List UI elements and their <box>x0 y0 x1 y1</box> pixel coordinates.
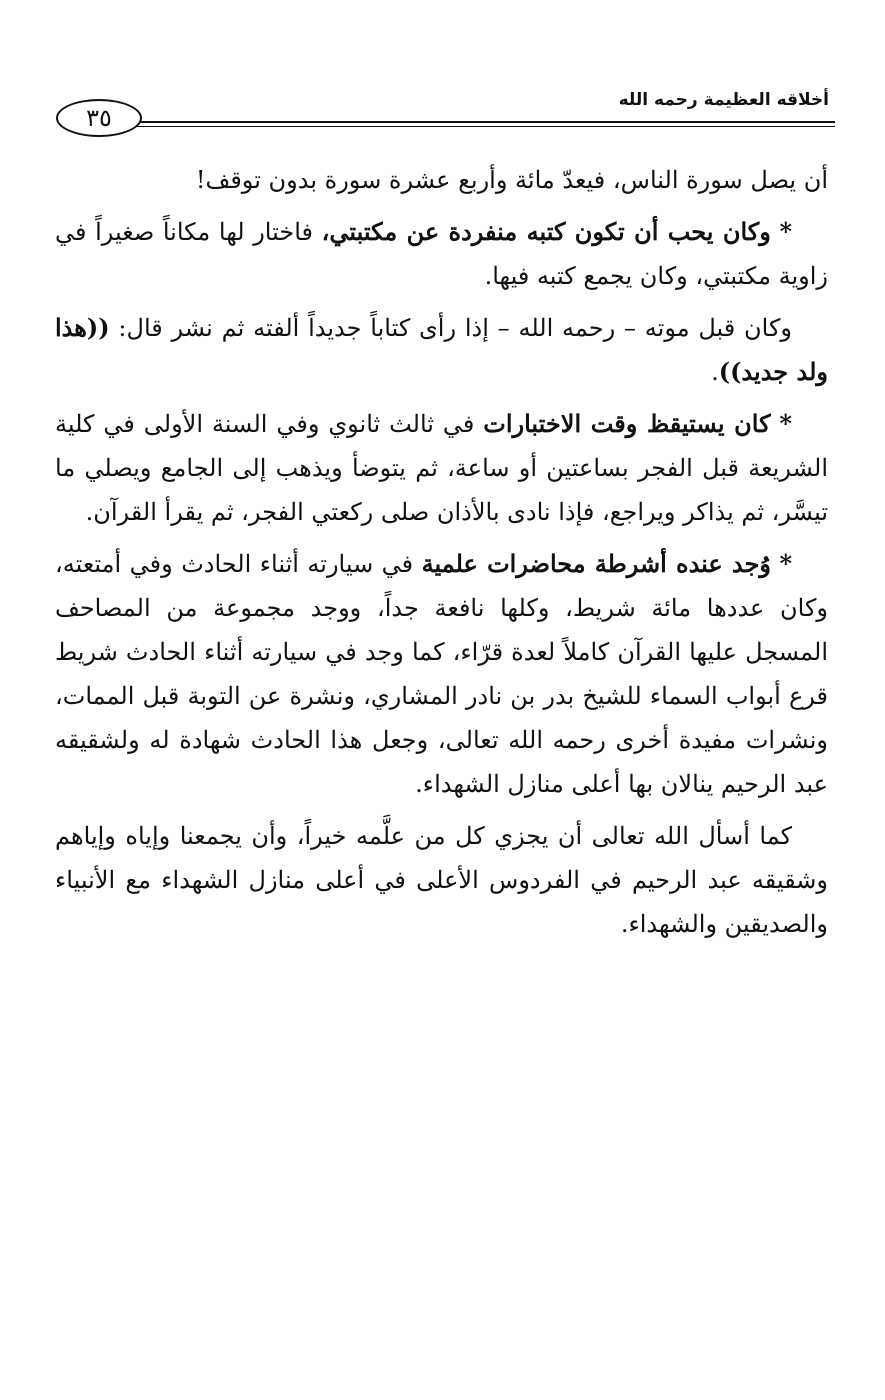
paragraph-5 <box>55 542 828 806</box>
page-number: ٣٥ <box>56 99 142 137</box>
paragraph-2-text: فاختار لها مكاناً صغيراً في زاوية مكتبتي، وكان يجمع كتبه فيها. <box>55 218 828 290</box>
paragraph-5-text: في سيارته أثناء الحادث وفي أمتعته، وكان عددها مائة شريط، وكلها نافعة جداً، ووجد مجموعة من المصاحف المسجل عليها القرآن كاملاً لعدة قرّاء، كما وجد في سيارته أثناء الحادث شريط قرع أبواب السماء للشيخ بدر بن نادر المشاري، ونشرة عن التوبة قبل الممات، ونشرات مفيدة أخرى رحمه الله تعالى، وجعل هذا الحادث شهادة له ولشقيقه عبد الرحيم ينالان بها أعلى منازل الشهداء. <box>55 550 828 798</box>
paragraph-3-quote: ((هذا ولد جديد)) <box>55 313 828 386</box>
page-header <box>50 84 835 144</box>
page-body <box>55 158 828 954</box>
paragraph-2 <box>55 210 828 298</box>
bullet-star: * <box>779 409 792 438</box>
paragraph-4-bold: كان يستيقظ وقت الاختبارات <box>483 409 771 438</box>
paragraph-1-text: أن يصل سورة الناس، فيعدّ مائة وأربع عشرة سورة بدون توقف! <box>195 166 828 194</box>
running-title: أخلاقه العظيمة رحمه الله <box>618 90 829 110</box>
paragraph-5-bold: وُجد عنده أشرطة محاضرات علمية <box>421 549 771 578</box>
paragraph-3 <box>55 306 828 394</box>
paragraph-1 <box>55 158 828 202</box>
paragraph-3-text: وكان قبل موته – رحمه الله – إذا رأى كتاباً جديداً ألفته ثم نشر قال: <box>109 314 792 342</box>
paragraph-2-bold: وكان يحب أن تكون كتبه منفردة عن مكتبتي، <box>321 217 771 246</box>
bullet-star: * <box>779 217 792 246</box>
header-rule-thin <box>134 126 835 127</box>
paragraph-4-text: في ثالث ثانوي وفي السنة الأولى في كلية الشريعة قبل الفجر بساعتين أو ساعة، ثم يتوضأ ويذهب إلى الجامع ويصلي ما تيسَّر، ثم يذاكر ويراجع، فإذا نادى بالأذان صلى ركعتي الفجر، ثم يقرأ القرآن. <box>55 410 828 526</box>
paragraph-6-text: كما أسأل الله تعالى أن يجزي كل من علَّمه خيراً، وأن يجمعنا وإياه وإياهم وشقيقه عبد الرحيم في الفردوس الأعلى في أعلى منازل الشهداء مع الأنبياء والصديقين والشهداء. <box>55 822 828 938</box>
paragraph-4 <box>55 402 828 534</box>
paragraph-6 <box>55 814 828 946</box>
bullet-star: * <box>779 549 792 578</box>
header-rule-thick <box>134 121 835 123</box>
paragraph-3-end: . <box>711 358 719 386</box>
